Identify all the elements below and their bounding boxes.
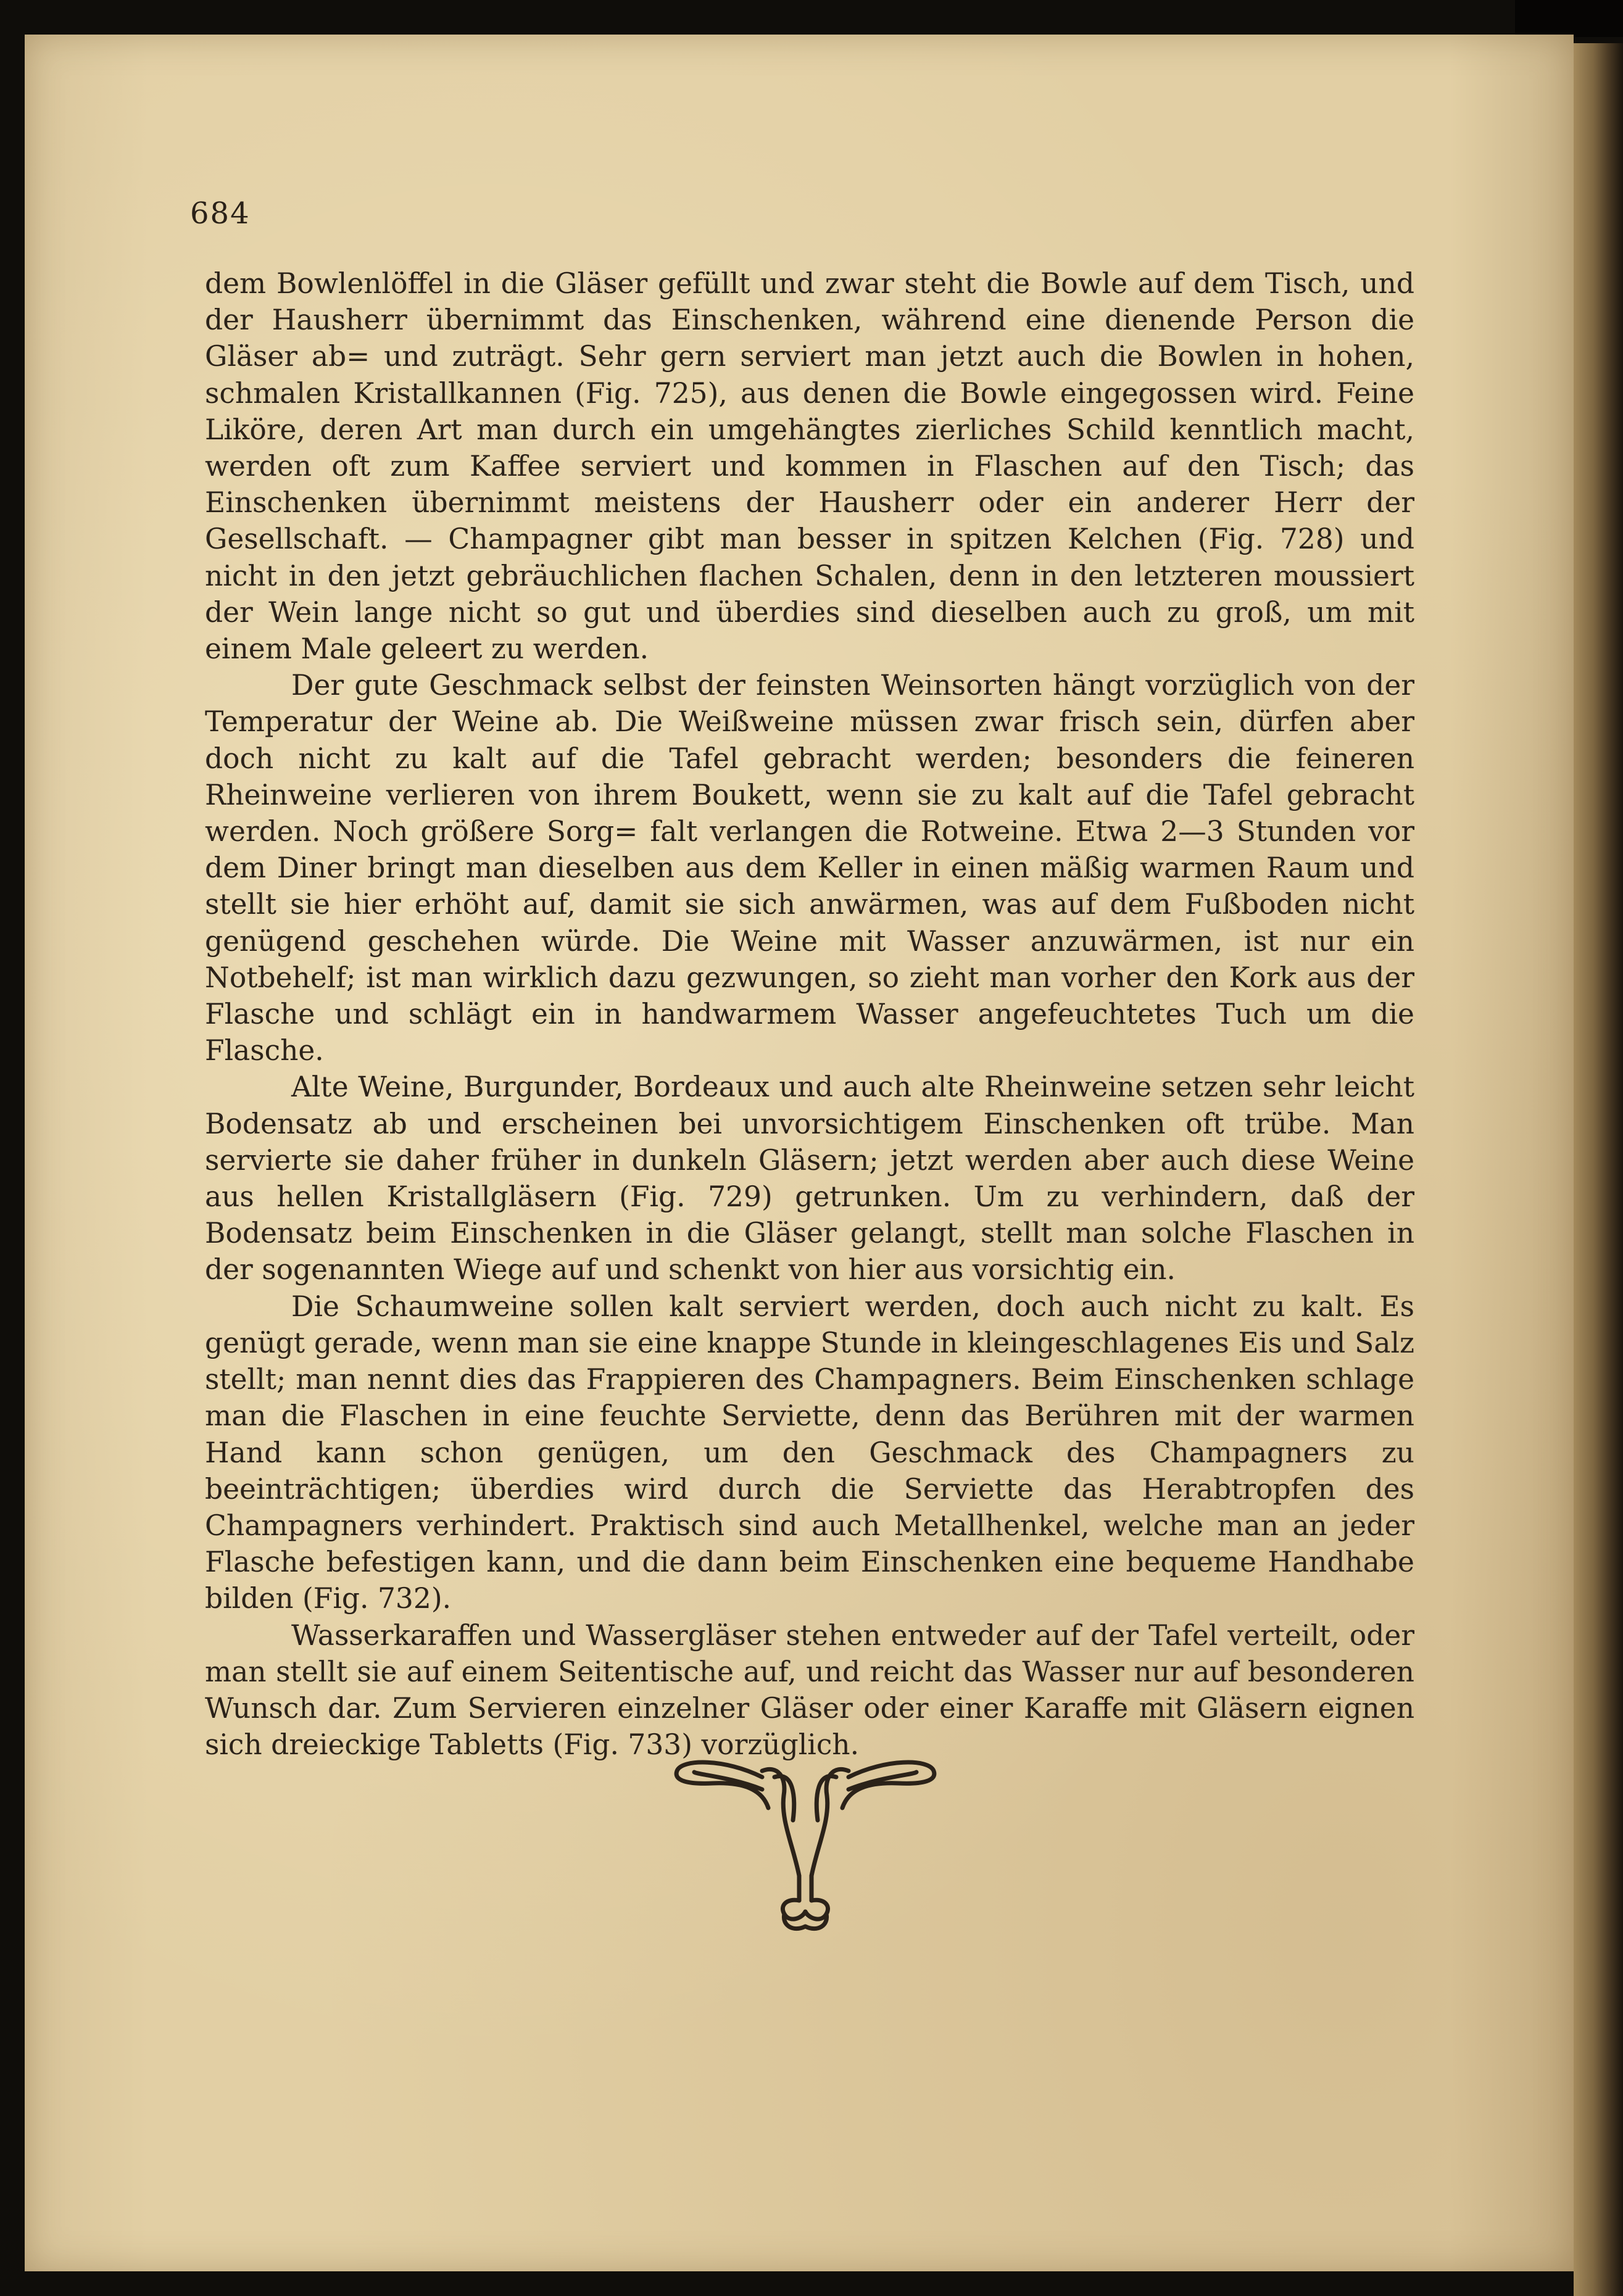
paragraph: Die Schaumweine sollen kalt serviert werden, doch auch nicht zu kalt. Es genügt gerade, wenn man sie eine knappe Stunde in kleingeschlagenes Eis und Salz stellt; man nennt dies das Frappieren des Champagners. Beim Einschenken schlage man die Flaschen in eine feuchte Serviette, denn das Berühren mit der warmen Hand kann schon genügen, um den Geschmack des Champagners zu beeinträchtigen; überdies wird durch die Serviette das Herabtropfen des Champagners verhindert. Praktisch sind auch Metallhenkel, welche man an jeder Flasche befestigen kann, und die dann beim Einschenken eine bequeme Handhabe bilden (Fig. 732). [205,1290,1414,1615]
paragraph: dem Bowlenlöffel in die Gläser gefüllt und zwar steht die Bowle auf dem Tisch, und der Hausherr übernimmt das Einschenken, während eine dienende Person die Gläser ab= und zuträgt. Sehr gern serviert man jetzt auch die Bowlen in hohen, schmalen Kristallkannen (Fig. 725), aus denen die Bowle eingegossen wird. Feine Liköre, deren Art man durch ein umgehängtes zierliches Schild kenntlich macht, werden oft zum Kaffee serviert und kommen in Flaschen auf den Tisch; das Einschenken übernimmt meistens der Hausherr oder ein anderer Herr der Gesellschaft. — Champagner gibt man besser in spitzen Kelchen (Fig. 728) und nicht in den jetzt gebräuchlichen flachen Schalen, denn in den letzteren moussiert der Wein lange nicht so gut und überdies sind dieselben auch zu groß, um mit einem Male geleert zu werden. [205,267,1414,666]
body-text [205,265,1414,1763]
art-nouveau-tailpiece-icon [670,1752,941,1938]
paragraph: Wasserkaraffen und Wassergläser stehen entweder auf der Tafel verteilt, oder man stellt sie auf einem Seitentische auf, und reicht das Wasser nur auf besonderen Wunsch dar. Zum Servieren einzelner Gläser oder einer Karaffe mit Gläsern eignen sich dreieckige Tabletts (Fig. 733) vorzüglich. [205,1618,1414,1762]
paragraph: Alte Weine, Burgunder, Bordeaux und auch alte Rheinweine setzen sehr leicht Bodensatz ab und erscheinen bei unvorsichtigem Einschenken oft trübe. Man servierte sie daher früher in dunkeln Gläsern; jetzt werden aber auch diese Weine aus hellen Kristallgläsern (Fig. 729) getrunken. Um zu verhindern, daß der Bodensatz beim Einschenken in die Gläser gelangt, stellt man solche Flaschen in der sogenannten Wiege auf und schenkt von hier aus vorsichtig ein. [205,1071,1414,1287]
scanner-corner-shadow [1515,0,1623,37]
paragraph: Der gute Geschmack selbst der feinsten Weinsorten hängt vorzüglich von der Temperatur der Weine ab. Die Weißweine müssen zwar frisch sein, dürfen aber doch nicht zu kalt auf die Tafel gebracht werden; besonders die feineren Rheinweine verlieren von ihrem Boukett, wenn sie zu kalt auf die Tafel gebracht werden. Noch größere Sorg= falt verlangen die Rotweine. Etwa 2—3 Stunden vor dem Diner bringt man dieselben aus dem Keller in einen mäßig warmen Raum und stellt sie hier erhöht auf, damit sie sich anwärmen, was auf dem Fußboden nicht genügend geschehen würde. Die Weine mit Wasser anzuwärmen, ist nur ein Notbehelf; ist man wirklich dazu gezwungen, so zieht man vorher den Kork aus der Flasche und schlägt ein in handwarmem Wasser angefeuchtetes Tuch um die Flasche. [205,669,1414,1067]
page-number: 684 [190,196,251,231]
book-gutter-edge [1574,43,1623,2296]
